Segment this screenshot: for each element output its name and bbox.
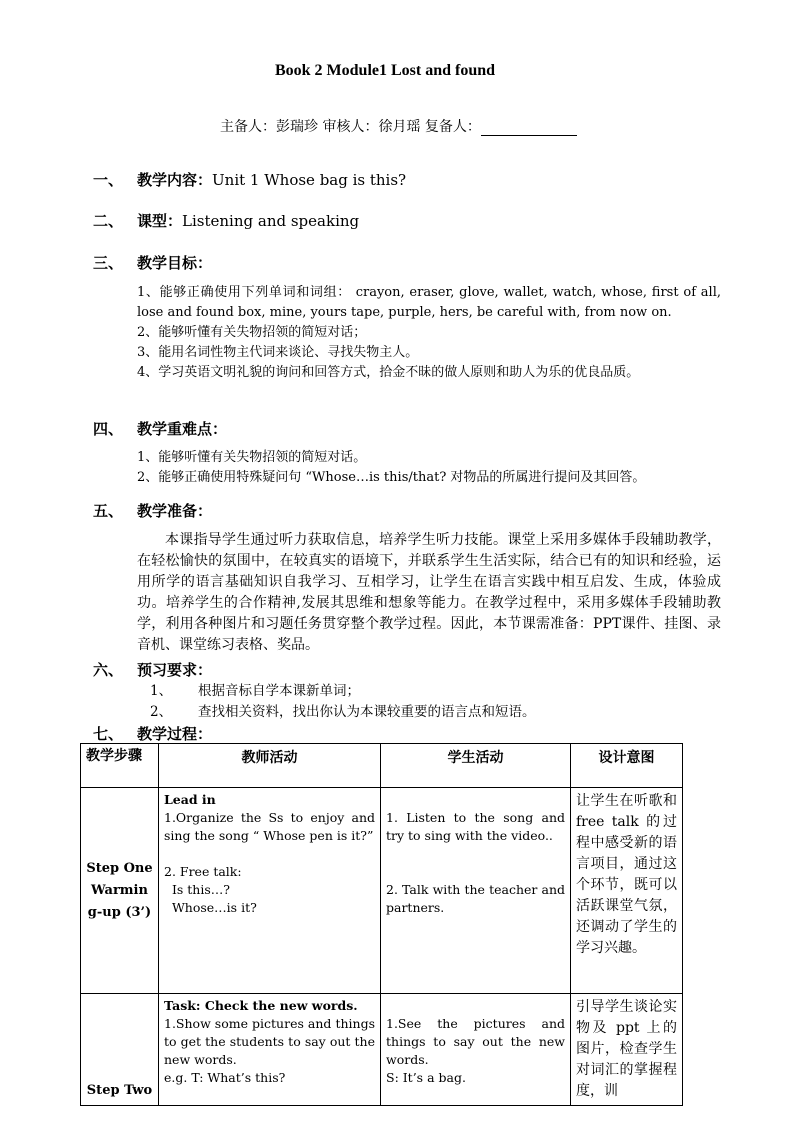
section-label: 教学过程：: [137, 725, 213, 743]
table-row: [81, 994, 683, 1106]
section-label: 教学重难点：: [137, 420, 228, 438]
objective-item: 2、能够听懂有关失物招领的简短对话；: [137, 325, 367, 340]
key-point-item: 2、能够正确使用特殊疑问句 “Whose…is this/that? 对物品的所属进行提问及其回答。: [137, 470, 646, 485]
section-number: 七、: [93, 725, 124, 743]
key-point-item: 1、能够听懂有关失物招领的简短对话。: [137, 450, 367, 465]
preview-number: 2、: [150, 704, 173, 720]
teacher-line: Is this…?: [164, 882, 230, 897]
teacher-activity-cell: [159, 994, 381, 1106]
section-process: [93, 723, 212, 744]
preview-list: [150, 681, 730, 723]
section-preview: [93, 659, 212, 680]
section-number: 三、: [93, 254, 124, 272]
section-value: Unit 1 Whose bag is this?: [212, 171, 407, 189]
header-intent: 设计意图: [571, 744, 683, 788]
teacher-line: Whose…is it?: [164, 900, 257, 915]
student-line-spacer: [386, 845, 565, 881]
objective-item: 4、学习英语文明礼貌的询问和回答方式，拾金不昧的做人原则和助人为乐的优良品质。: [137, 365, 640, 380]
teacher-line: 1.Organize the Ss to enjoy and sing the song “ Whose pen is it?”: [164, 810, 375, 843]
objectives-list: [137, 283, 721, 383]
student-line-spacer: [386, 997, 565, 1015]
student-line-spacer: [386, 791, 565, 809]
preview-text: 查找相关资料，找出你认为本课较重要的语言点和短语。: [198, 704, 536, 720]
student-line: 1.See the pictures and things to say out the new words.: [386, 1016, 565, 1067]
section-label: 教学准备：: [137, 502, 213, 520]
section-label: 课型: [137, 212, 168, 230]
section-label: 教学内容: [137, 171, 198, 189]
section-number: 一、: [93, 171, 124, 189]
student-activity-cell: [381, 788, 571, 994]
section-number: 二、: [93, 212, 124, 230]
step-cell: Step Two: [81, 994, 159, 1106]
preview-item: [150, 702, 730, 723]
section-objectives: [93, 252, 212, 273]
document-title: Book 2 Module1 Lost and found: [274, 62, 496, 79]
table-header-row: [81, 744, 683, 788]
section-content: [93, 169, 406, 190]
intent-cell: 引导学生谈论实物及 ppt 上的图片，检查学生对词汇的掌握程度，训: [571, 994, 683, 1106]
preview-item: [150, 681, 730, 702]
preparers-line: [220, 116, 577, 136]
colon: ：: [167, 212, 183, 230]
activity-title: Lead in: [164, 792, 216, 807]
section-number: 六、: [93, 661, 124, 679]
step-cell: Step One Warmin g-up (3’): [81, 788, 159, 994]
colon: ：: [197, 171, 213, 189]
section-preparation: [93, 500, 212, 521]
teacher-activity-cell: [159, 788, 381, 994]
teacher-line: 2. Free talk:: [164, 864, 242, 879]
header-step: 教学步骤: [81, 744, 159, 788]
table-row: [81, 788, 683, 994]
teacher-line: e.g. T: What’s this?: [164, 1070, 286, 1085]
student-activity-cell: [381, 994, 571, 1106]
section-key-points: [93, 418, 227, 439]
student-line: 1. Listen to the song and try to sing with the video..: [386, 810, 565, 843]
objective-item: 1、能够正确使用下列单词和词组： crayon, eraser, glove, wallet, watch, whose, first of all, lose and found box, mine, yours tape, purple, hers, be careful with, from now on.: [137, 285, 721, 320]
preview-text: 根据音标自学本课新单词；: [198, 683, 360, 699]
section-label: 教学目标：: [137, 254, 213, 272]
section-value: Listening and speaking: [182, 212, 360, 230]
key-points-list: [137, 448, 737, 488]
section-number: 四、: [93, 420, 124, 438]
section-label: 预习要求：: [137, 661, 213, 679]
section-number: 五、: [93, 502, 124, 520]
student-line: 2. Talk with the teacher and partners.: [386, 882, 565, 915]
teacher-line-spacer: [164, 845, 375, 863]
section-lesson-type: [93, 210, 359, 231]
header-teacher: 教师活动: [159, 744, 381, 788]
intent-cell: 让学生在听歌和 free talk 的过程中感受新的语言项目，通过这个环节，既可以活跃课堂气氛，还调动了学生的学习兴趣。: [571, 788, 683, 994]
teaching-process-table: [80, 743, 683, 1106]
preparers-text: 主备人：彭瑞珍 审核人：徐月瑶 复备人：: [220, 119, 481, 135]
reviewer-blank: [481, 121, 577, 136]
objective-item: 3、能用名词性物主代词来谈论、寻找失物主人。: [137, 345, 419, 360]
preview-number: 1、: [150, 683, 173, 699]
activity-title: Task: Check the new words.: [164, 998, 358, 1013]
teacher-line: 1.Show some pictures and things to get the students to say out the new words.: [164, 1016, 375, 1067]
preparation-paragraph: 本课指导学生通过听力获取信息，培养学生听力技能。课堂上采用多媒体手段辅助教学，在轻松愉快的氛围中，在较真实的语境下，并联系学生生活实际，结合已有的知识和经验，运用所学的语言基础知识自我学习、互相学习，让学生在语言实践中相互启发、生成，体验成功。培养学生的合作精神,发展其思维和想象等能力。在教学过程中，采用多媒体手段辅助教学，利用各种图片和习题任务贯穿整个教学过程。因此，本节课需准备：PPT课件、挂图、录音机、课堂练习表格、奖品。: [137, 532, 721, 653]
student-line: S: It’s a bag.: [386, 1070, 466, 1085]
header-student: 学生活动: [381, 744, 571, 788]
